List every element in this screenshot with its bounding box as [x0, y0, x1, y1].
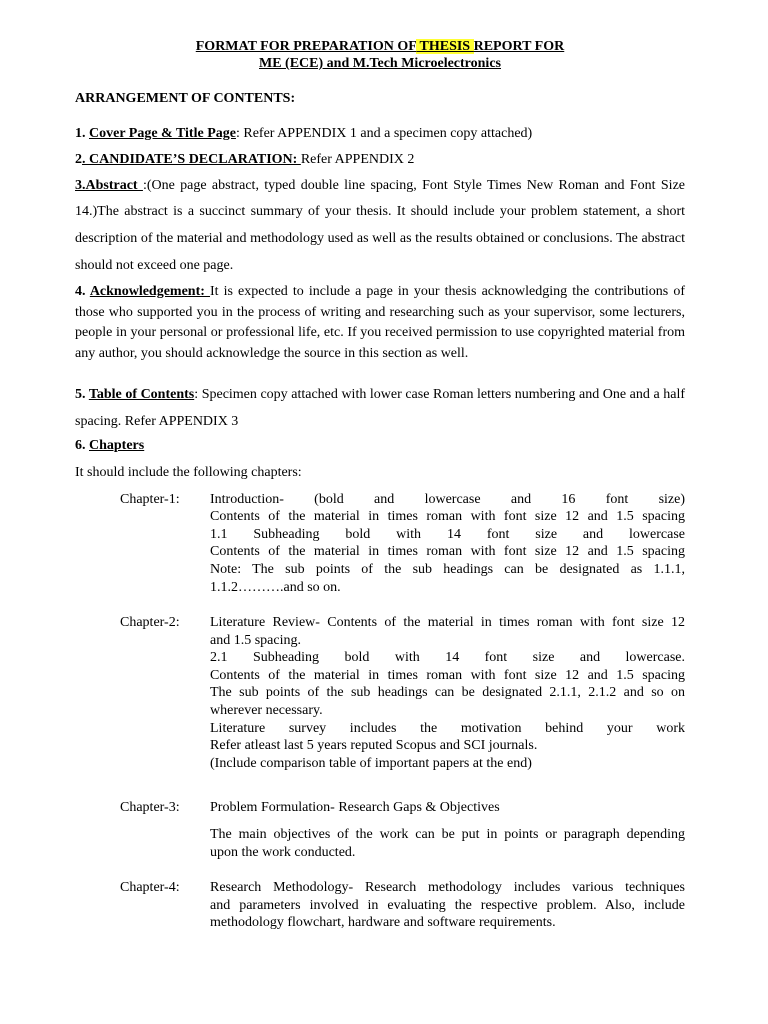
item-cover-page	[75, 125, 685, 143]
arrangement-heading: ARRANGEMENT OF CONTENTS:	[75, 91, 296, 106]
chapter-3	[75, 799, 685, 861]
chapter-line: Research Methodology- Research methodology includes various techniques	[210, 880, 685, 896]
title-line2: ME (ECE) and M.Tech Microelectronics	[259, 56, 501, 71]
chapter-body	[210, 799, 685, 861]
chapter-line: 2.1 Subheading bold with 14 font size and lowercase.	[210, 650, 685, 666]
title-highlight-thesis: THESIS	[416, 39, 474, 54]
chapter-line: and parameters involved in evaluating the respective problem. Also, include	[210, 897, 685, 913]
chapter-line: wherever necessary.	[210, 703, 323, 719]
title-line1-pre: FORMAT FOR PREPARATION OF	[195, 39, 417, 54]
chapter-label: Chapter-3:	[120, 800, 180, 816]
item-label: Cover Page & Title Page	[89, 125, 236, 141]
item-number: 1.	[75, 125, 89, 141]
item-text: It is expected to include a page in your thesis acknowledging the contributions of those who supported you in the process of writing and researching such as your supervisor, some lecturers, people in your personal or professional life, etc. If you received permission to use copyrighted material from any author, you should acknowledge the source in this section as well.	[75, 284, 685, 361]
chapters-intro: It should include the following chapters:	[75, 464, 302, 480]
chapter-line: Literature Review- Contents of the material in times roman with font size 12	[210, 615, 685, 631]
item-number: 4.	[75, 284, 90, 300]
item-text: :(One page abstract, typed double line spacing, Font Style Times New Roman and Font Size 14.)The abstract is a succinct summary of your thesis. It should include your problem statement, a short description of the material and methodology used as well as the results obtained or conclusions. The abstract should not exceed one page.	[75, 177, 685, 273]
chapter-body	[210, 491, 685, 597]
item-number: 6.	[75, 438, 89, 454]
item-text: : Refer APPENDIX 1 and a specimen copy attached)	[235, 125, 533, 141]
chapter-line: Contents of the material in times roman with font size 12 and 1.5 spacing	[210, 544, 685, 560]
chapter-line: (Include comparison table of important papers at the end)	[210, 755, 532, 771]
item-label: . CANDIDATE’S DECLARATION:	[82, 152, 301, 168]
chapter-line: Refer atleast last 5 years reputed Scopus and SCI journals.	[210, 738, 538, 754]
item-abstract	[75, 173, 685, 279]
chapter-line: Introduction- (bold and lowercase and 16 font size)	[210, 491, 685, 507]
item-table-of-contents	[75, 382, 685, 435]
chapter-label: Chapter-4:	[120, 880, 180, 896]
chapter-body	[210, 614, 685, 772]
item-acknowledgement	[75, 282, 685, 364]
chapter-line: upon the work conducted.	[210, 844, 356, 860]
chapter-line: Note: The sub points of the sub headings can be designated as 1.1.1,	[210, 561, 685, 577]
chapter-line: 1.1 Subheading bold with 14 font size and lowercase	[210, 526, 685, 542]
item-text: Refer APPENDIX 2	[300, 152, 415, 168]
item-number: 5.	[75, 387, 89, 403]
chapter-line: and 1.5 spacing.	[210, 632, 301, 648]
chapter-line: The main objectives of the work can be put in points or paragraph depending	[210, 827, 685, 843]
chapter-line: Contents of the material in times roman with font size 12 and 1.5 spacing	[210, 667, 685, 683]
chapter-heading: Problem Formulation- Research Gaps & Objectives	[210, 800, 500, 816]
item-chapters	[75, 437, 685, 455]
chapter-line: The sub points of the sub headings can be designated 2.1.1, 2.1.2 and so on	[210, 685, 685, 701]
chapter-line: Literature survey includes the motivation behind your work	[210, 720, 685, 736]
item-declaration	[75, 151, 685, 169]
document-title	[75, 38, 685, 72]
item-label: Acknowledgement:	[89, 284, 210, 300]
item-label: Table of Contents	[88, 387, 195, 403]
chapter-label: Chapter-2:	[120, 615, 180, 631]
chapter-line: Contents of the material in times roman with font size 12 and 1.5 spacing	[210, 509, 685, 525]
item-label: Chapters	[89, 438, 145, 454]
chapter-line: 1.1.2……….and so on.	[210, 579, 341, 595]
chapter-line: methodology flowchart, hardware and software requirements.	[210, 915, 556, 931]
item-label: 3.Abstract	[75, 177, 143, 193]
title-line1-post: REPORT FOR	[473, 39, 565, 54]
item-text: : Specimen copy attached with lower case Roman letters numbering and One and a half spacing. Refer APPENDIX 3	[75, 387, 685, 429]
chapter-4	[75, 879, 685, 932]
item-number: 2	[75, 152, 82, 168]
chapter-1	[75, 491, 685, 597]
chapter-2	[75, 614, 685, 772]
chapter-label: Chapter-1:	[120, 491, 180, 507]
chapter-body	[210, 879, 685, 932]
